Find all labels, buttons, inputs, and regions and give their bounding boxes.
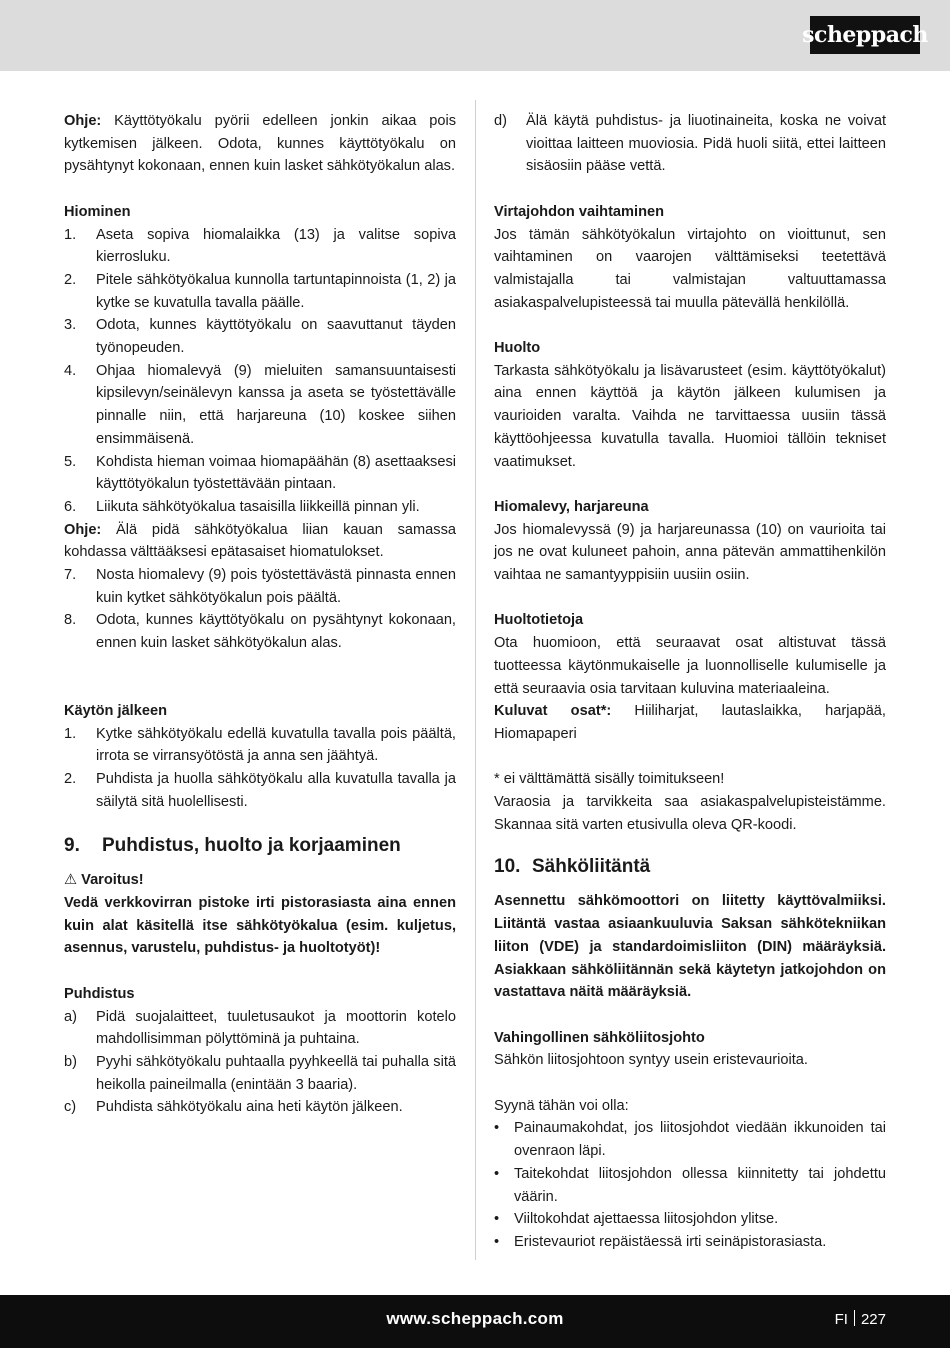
list-item xyxy=(494,1231,886,1254)
faulty-cord-text: Sähkön liitosjohtoon syntyy usein eristevaurioita. xyxy=(494,1052,808,1069)
list-item xyxy=(494,1117,886,1162)
service-info-heading: Huoltotietoja xyxy=(494,612,584,629)
note2-label: Ohje: xyxy=(64,521,102,538)
list-marker: d) xyxy=(494,113,507,129)
service-info-text: Ota huomioon, että seuraavat osat altistuvat tässä tuotteessa käytönmukaiselle ja luonnolliselle kulumiselle ja että seuraavia osia tarvitaan kuluvina materiaaleina. xyxy=(494,635,886,697)
list-item xyxy=(494,110,886,178)
column-divider xyxy=(475,100,476,1260)
list-text: Aseta sopiva hiomalaikka (13) ja valitse sopiva kierrosluku. xyxy=(96,226,456,266)
causes-list xyxy=(494,1117,886,1253)
list-marker: 8. xyxy=(64,612,77,629)
language-code: FI xyxy=(834,1311,848,1328)
cleaning-heading: Puhdistus xyxy=(64,985,135,1002)
list-marker: • xyxy=(494,1211,500,1228)
list-item xyxy=(64,224,456,269)
list-marker: 1. xyxy=(64,226,77,243)
list-marker: • xyxy=(494,1165,500,1182)
note-paragraph xyxy=(64,110,456,178)
section-9-heading xyxy=(64,833,456,859)
wear-text: Hiiliharjat, lautaslaikka, harjapää, Hiomapaperi xyxy=(494,703,886,742)
list-text: Puhdista sähkötyökalu aina heti käytön jälkeen. xyxy=(96,1099,403,1116)
list-text: Taitekohdat liitosjohdon ollessa kiinnitetty tai johdettu väärin. xyxy=(514,1165,886,1205)
list-item xyxy=(64,360,456,451)
section-number: 10. xyxy=(494,856,521,878)
page-number xyxy=(835,1309,886,1332)
list-text: Puhdista ja huolla sähkötyökalu alla kuvatulla tavalla ja säilytä sitä huolellisesti. xyxy=(96,770,456,810)
list-marker: b) xyxy=(64,1053,77,1070)
causes-intro: Syynä tähän voi olla: xyxy=(494,1097,629,1114)
cord-heading: Virtajohdon vaihtaminen xyxy=(494,203,665,220)
spares-text: Varaosia ja tarvikkeita saa asiakaspalvelupisteistämme. Skannaa sitä varten etusivulla oleva QR-koodi. xyxy=(494,794,886,833)
section-10-heading xyxy=(494,854,886,880)
service-text: Tarkasta sähkötyökalu ja lisävarusteet (esim. käyttötyökalut) aina ennen käyttöä ja käytön jälkeen kulumisen ja vaurioiden varalta. Vaihda ne tarvittaessa uusiin tässä käyttöohjeessa kuvatulla tavalla. Huomioi tällöin tekniset vaatimukset. xyxy=(494,362,886,470)
page-num: 227 xyxy=(860,1311,886,1328)
list-text: Kohdista hieman voimaa hiomapäähän (8) asettaaksesi käyttötyökalun työstettävään pintaan. xyxy=(96,453,456,493)
list-text: Älä käytä puhdistus- ja liuotinaineita, koska ne voivat vioittaa laitteen muoviosia. Pidä huoli siitä, ettei laitteen sisäosiin pääse vettä. xyxy=(526,113,886,175)
warning-text: Vedä verkkovirran pistoke irti pistorasiasta aina ennen kuin alat käsitellä itse sähkötyökalua (esim. kuljetus, asennus, varustelu, puhdistus- ja huoltotyöt)! xyxy=(64,895,456,957)
list-item xyxy=(64,269,456,314)
list-item xyxy=(64,451,456,496)
brand-logo: scheppach xyxy=(810,16,920,54)
website-link[interactable]: www.scheppach.com xyxy=(386,1309,564,1328)
faulty-cord-heading: Vahingollinen sähköliitosjohto xyxy=(494,1029,705,1046)
section-title: Puhdistus, huolto ja korjaaminen xyxy=(102,835,401,857)
note2-paragraph xyxy=(64,519,456,564)
list-item xyxy=(64,723,456,768)
list-text: Pyyhi sähkötyökalu puhtaalla pyyhkeellä tai puhalla sitä heikolla paineilmalla (enintään 3 baaria). xyxy=(96,1053,456,1093)
after-use-steps xyxy=(64,723,456,814)
list-marker: c) xyxy=(64,1099,77,1116)
list-text: Pitele sähkötyökalua kunnolla tartuntapinnoista (1, 2) ja kytke se kuvatulla tavalla päälle. xyxy=(96,271,456,311)
list-item xyxy=(64,768,456,813)
left-column xyxy=(64,110,456,1119)
wear-label: Kuluvat osat*: xyxy=(494,703,612,720)
list-marker: 4. xyxy=(64,362,77,379)
cleaning-items xyxy=(64,1006,456,1120)
list-text: Kytke sähkötyökalu edellä kuvatulla tavalla pois päältä, irrota se virransyötöstä ja anna sen jäähtyä. xyxy=(96,725,456,765)
list-item xyxy=(64,609,456,654)
list-marker: 1. xyxy=(64,725,77,742)
list-text: Viiltokohdat ajettaessa liitosjohdon ylitse. xyxy=(514,1211,779,1228)
disc-text: Jos hiomalevyssä (9) ja harjareunassa (10) on vaurioita tai jos ne ovat kuluneet pahoin, anna pätevän ammattihenkilön vaihtaa ne samantyyppisiin uusiin osiin. xyxy=(494,521,886,584)
list-marker: a) xyxy=(64,1008,77,1025)
list-item xyxy=(64,496,456,519)
list-item xyxy=(494,1163,886,1208)
list-marker: 6. xyxy=(64,498,77,515)
service-heading: Huolto xyxy=(494,340,541,356)
list-text: Odota, kunnes käyttötyökalu on pysähtynyt kokonaan, ennen kuin lasket sähkötyökalun alas. xyxy=(96,612,456,652)
disc-heading: Hiomalevy, harjareuna xyxy=(494,498,649,515)
right-column xyxy=(494,110,886,1254)
list-text: Painaumakohdat, jos liitosjohdot viedään ikkunoiden tai ovenraon läpi. xyxy=(514,1120,886,1160)
warning-title: ⚠ Varoitus! xyxy=(64,872,144,889)
after-use-heading: Käytön jälkeen xyxy=(64,702,168,719)
list-text: Ohjaa hiomalevyä (9) mieluiten samansuuntaisesti kipsilevyn/seinälevyn kanssa ja aseta se työstettävälle pinnalle niin, että harjareuna (10) koskee siihen ensimmäisenä. xyxy=(96,362,456,447)
list-text: Nosta hiomalevy (9) pois työstettävästä pinnasta ennen kuin kytket sähkötyökalun pois päältä. xyxy=(96,567,456,606)
electric-text: Asennettu sähkömoottori on liitetty käyttövalmiiksi. Liitäntä vastaa asiaankuuluvia Saksan sähkötekniikan liiton (VDE) ja standardoimisliiton (DIN) määräyksiä. Asiakkaan sähköliitännän sekä käytetyn jatkojohdon on vastattava näitä määräyksiä. xyxy=(494,893,886,1001)
cord-text: Jos tämän sähkötyökalun virtajohto on vioittunut, sen vaihtaminen on vaarojen välttämiseksi teetettävä valmistajalla tai valmistajan valtuuttamassa asiakaspalvelupisteessä tai muulla pätevällä henkilöllä. xyxy=(494,226,886,311)
list-marker: 3. xyxy=(64,317,77,334)
grinding-steps xyxy=(64,224,456,519)
list-marker: 5. xyxy=(64,453,77,470)
list-item xyxy=(64,1006,456,1051)
note-label: Ohje: xyxy=(64,113,102,129)
list-text: Pidä suojalaitteet, tuuletusaukot ja moottorin kotelo mahdollisimman pölyttöminä ja puhtaina. xyxy=(96,1008,456,1048)
list-marker: • xyxy=(494,1233,500,1250)
list-item xyxy=(64,314,456,359)
section-title: Sähköliitäntä xyxy=(532,856,651,878)
list-marker: 2. xyxy=(64,271,77,288)
list-item xyxy=(64,1051,456,1096)
note-text: Käyttötyökalu pyörii edelleen jonkin aikaa pois kytkemisen jälkeen. Odota, kunnes käyttötyökalu on pysähtynyt kokonaan, ennen kuin lasket sähkötyökalun alas. xyxy=(64,113,456,175)
list-item xyxy=(64,564,456,609)
list-text: Liikuta sähkötyökalua tasaisilla liikkeillä pinnan yli. xyxy=(96,498,420,515)
note2-text: Älä pidä sähkötyökalua liian kauan samassa kohdassa välttääksesi epätasaiset hiomatulokset. xyxy=(64,521,456,561)
list-marker: 7. xyxy=(64,567,77,584)
footer-bar xyxy=(0,1295,950,1348)
list-text: Odota, kunnes käyttötyökalu on saavuttanut täyden työnopeuden. xyxy=(96,317,456,357)
header-bar xyxy=(0,0,950,71)
list-item xyxy=(494,1208,886,1231)
grinding-heading: Hiominen xyxy=(64,203,131,220)
list-text: Eristevauriot repäistäessä irti seinäpistorasiasta. xyxy=(514,1233,827,1250)
grinding-steps-continued xyxy=(64,564,456,655)
list-marker: 2. xyxy=(64,770,77,787)
list-item xyxy=(64,1096,456,1119)
list-marker: • xyxy=(494,1120,500,1137)
footnote: * ei välttämättä sisälly toimitukseen! xyxy=(494,771,725,788)
section-number: 9. xyxy=(64,835,80,857)
wear-parts xyxy=(494,700,886,745)
